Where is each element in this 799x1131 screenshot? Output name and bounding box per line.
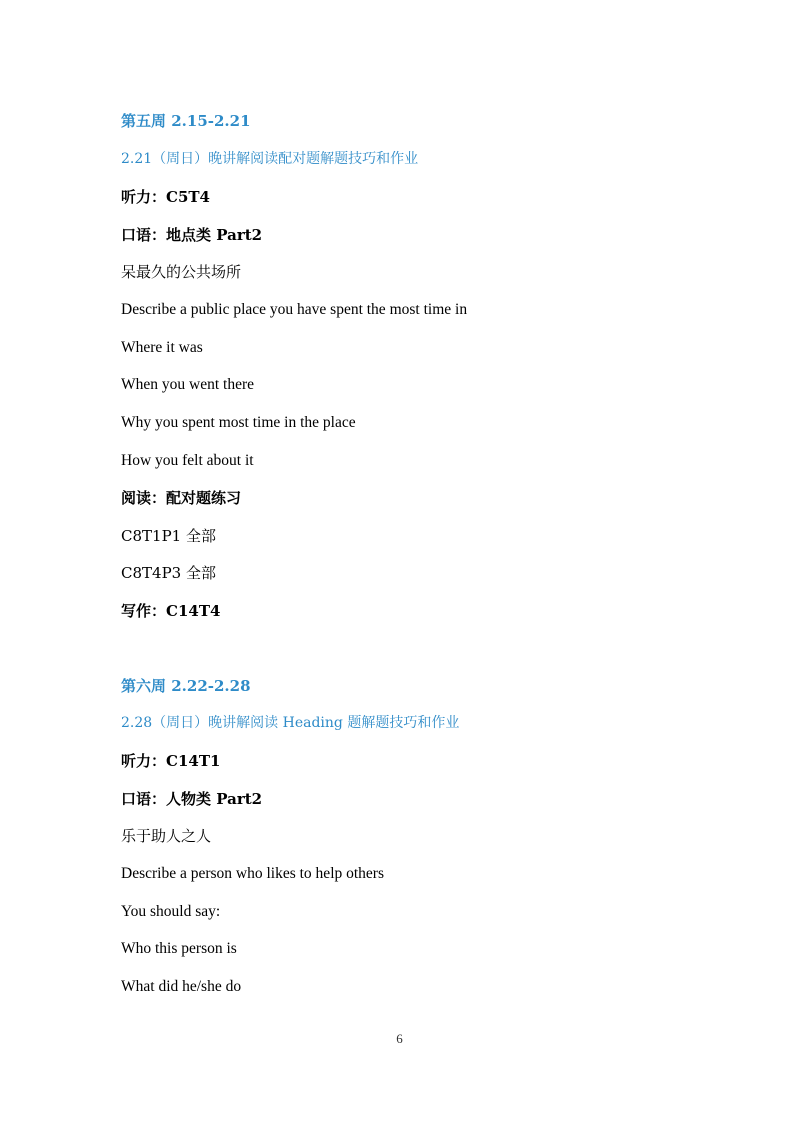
week5-speaking-title: 口语：地点类 Part2	[121, 226, 263, 244]
week6-listening: 听力：C14T1	[121, 752, 221, 770]
week6-speaking-line-3: Who this person is	[121, 940, 237, 957]
week5-speaking-line-5: How you felt about it	[121, 452, 254, 469]
page-number: 6	[396, 1031, 403, 1046]
week6-lecture-note: 2.28（周日）晚讲解阅读 Heading 题解题技巧和作业	[121, 715, 460, 731]
week5-speaking-line-4: Why you spent most time in the place	[121, 414, 356, 431]
week6-speaking-line-1: Describe a person who likes to help others	[121, 865, 385, 882]
week5-reading-title: 阅读：配对题练习	[121, 489, 242, 507]
week6-speaking-title: 口语：人物类 Part2	[121, 790, 263, 808]
week5-listening: 听力：C5T4	[121, 188, 210, 206]
week5-speaking-line-2: Where it was	[121, 339, 203, 356]
week5-speaking-line-3: When you went there	[121, 376, 254, 393]
week5-lecture-note: 2.21（周日）晚讲解阅读配对题解题技巧和作业	[121, 151, 419, 167]
week5-reading-item-2: C8T4P3 全部	[121, 564, 216, 582]
week5-speaking-topic: 呆最久的公共场所	[121, 263, 242, 281]
week5-speaking-line-1: Describe a public place you have spent the most time in	[121, 301, 468, 318]
week6-heading: 第六周 2.22-2.28	[121, 677, 251, 695]
week5-heading: 第五周 2.15-2.21	[121, 112, 251, 130]
week6-speaking-line-4: What did he/she do	[121, 978, 242, 995]
week5-reading-item-1: C8T1P1 全部	[121, 527, 216, 545]
week6-speaking-line-2: You should say:	[121, 903, 221, 920]
week6-speaking-topic: 乐于助人之人	[121, 827, 212, 845]
week5-writing: 写作：C14T4	[121, 602, 221, 620]
